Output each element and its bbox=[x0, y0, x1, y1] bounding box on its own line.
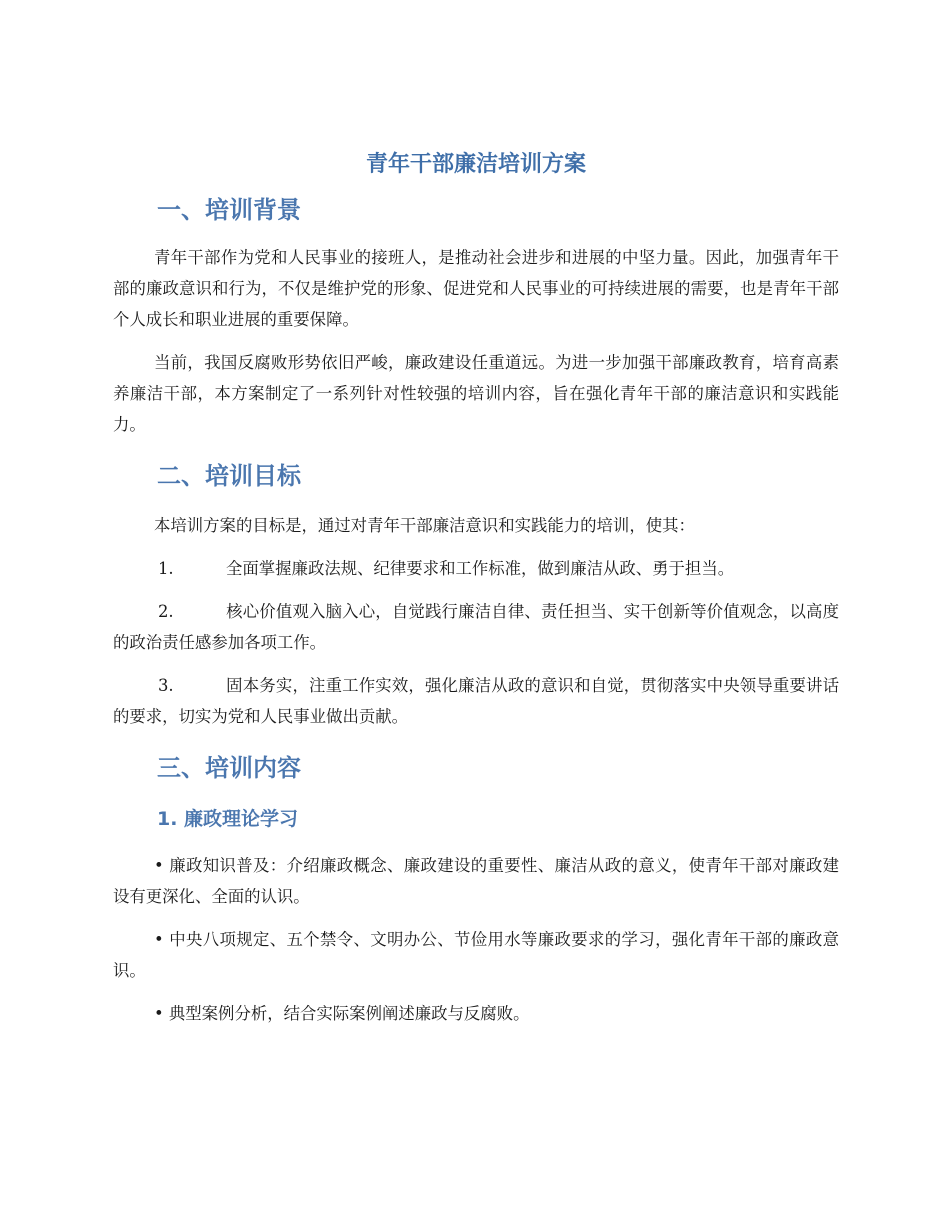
list-item bbox=[113, 670, 839, 732]
list-number: 3. bbox=[158, 676, 174, 695]
bullet-item: • 中央八项规定、五个禁令、文明办公、节俭用水等廉政要求的学习，强化青年干部的廉政意识。 bbox=[113, 930, 839, 980]
subsection-heading: 1. 廉政理论学习 bbox=[157, 808, 299, 830]
list-item bbox=[113, 596, 839, 658]
bullet-item: • 廉政知识普及：介绍廉政概念、廉政建设的重要性、廉洁从政的意义，使青年干部对廉政建设有更深化、全面的认识。 bbox=[113, 856, 839, 906]
list-number: 2. bbox=[158, 602, 174, 621]
section-heading-background: 一、培训背景 bbox=[157, 196, 301, 224]
paragraph: 当前，我国反腐败形势依旧严峻，廉政建设任重道远。为进一步加强干部廉政教育，培育高素养廉洁干部，本方案制定了一系列针对性较强的培训内容，旨在强化青年干部的廉洁意识和实践能力。 bbox=[113, 353, 839, 434]
list-item bbox=[113, 553, 839, 584]
list-number: 1. bbox=[158, 559, 174, 578]
paragraph: 本培训方案的目标是，通过对青年干部廉洁意识和实践能力的培训，使其： bbox=[154, 516, 695, 535]
list-item-text: 固本务实，注重工作实效，强化廉洁从政的意识和自觉，贯彻落实中央领导重要讲话的要求，切实为党和人民事业做出贡献。 bbox=[113, 676, 839, 726]
bullet-item: • 典型案例分析，结合实际案例阐述廉政与反腐败。 bbox=[154, 1004, 530, 1023]
list-item-text: 全面掌握廉政法规、纪律要求和工作标准，做到廉洁从政、勇于担当。 bbox=[226, 559, 735, 578]
document-title: 青年干部廉洁培训方案 bbox=[365, 152, 586, 177]
section-heading-content: 三、培训内容 bbox=[157, 754, 301, 782]
section-heading-goals: 二、培训目标 bbox=[157, 462, 301, 490]
paragraph: 青年干部作为党和人民事业的接班人，是推动社会进步和进展的中坚力量。因此，加强青年干部的廉政意识和行为，不仅是维护党的形象、促进党和人民事业的可持续进展的需要，也是青年干部个人成长和职业进展的重要保障。 bbox=[113, 248, 839, 329]
document-page bbox=[113, 138, 839, 1029]
list-item-text: 核心价值观入脑入心，自觉践行廉洁自律、责任担当、实干创新等价值观念，以高度的政治责任感参加各项工作。 bbox=[113, 602, 839, 652]
